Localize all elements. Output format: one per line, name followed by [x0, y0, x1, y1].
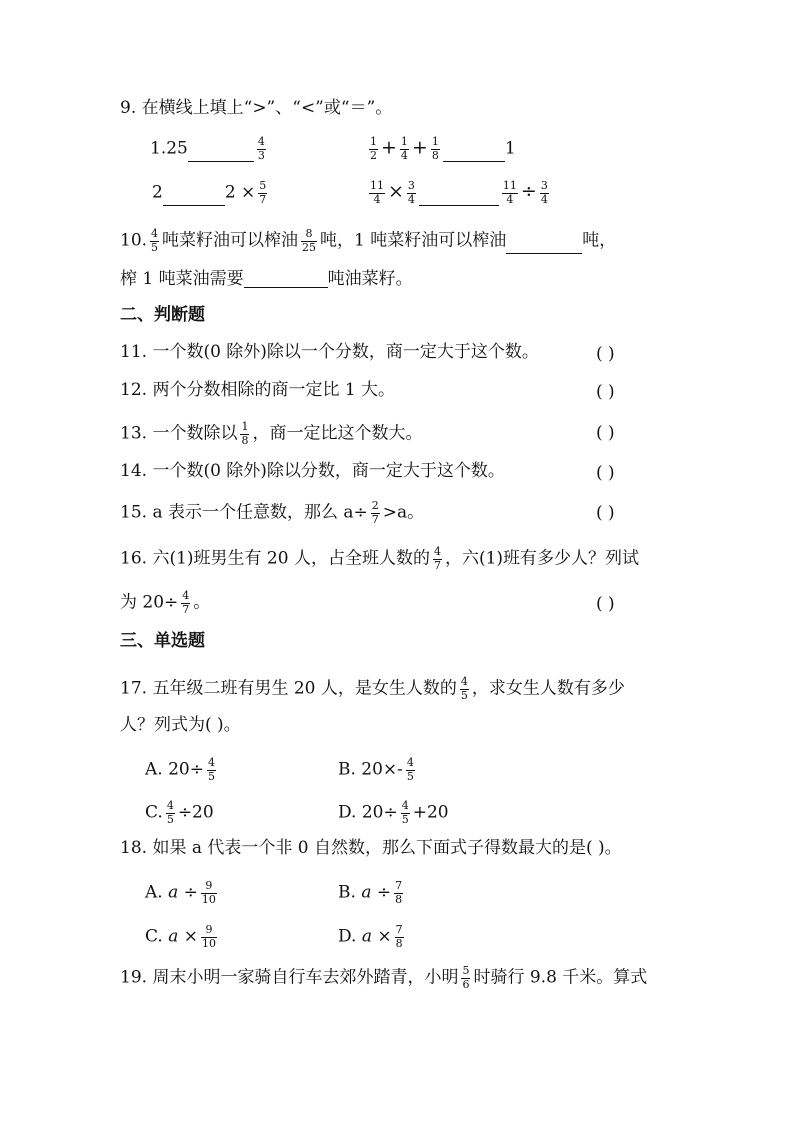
q10-line1: 10. $\frac{4}{5}$ 吨菜籽油可以榨油 $\frac{8}{25}$ 吨，1 吨菜籽油可以榨油 吨，: [120, 227, 617, 254]
q17-option-c[interactable]: C. $\frac{4}{5}$ ÷20: [145, 799, 214, 826]
q9-c-left: 2: [152, 182, 163, 203]
q9-row1-left: [150, 136, 269, 162]
judge-q16-line2: 为 20÷ $\frac{4}{7}$ 。: [120, 589, 211, 616]
answer-paren[interactable]: ( ): [596, 503, 615, 523]
q10-line2: 榨 1 吨菜油需要 吨油菜籽。: [120, 269, 413, 289]
q17-line1: 17. 五年级二班有男生 20 人，是女生人数的 $\frac{4}{5}$ ，求女生人数有多少: [120, 675, 625, 702]
fraction: $\frac{4}{3}$: [257, 135, 265, 162]
answer-paren[interactable]: ( ): [596, 594, 615, 614]
fraction: $\frac{5}{7}$: [259, 179, 267, 206]
fraction: $\frac{11}{4}$: [370, 179, 384, 206]
fraction: $\frac{1}{2}$: [370, 135, 377, 162]
fraction: $\frac{2}{7}$: [371, 499, 379, 526]
fraction: $\frac{1}{8}$: [431, 135, 439, 162]
q9-row1-right: $\frac{1}{2}$ + $\frac{1}{4}$ + $\frac{1}{8}$ 1: [370, 135, 516, 162]
q18-option-c[interactable]: C. a × $\frac{9}{10}$: [145, 923, 217, 950]
fraction: $\frac{4}{7}$: [433, 545, 441, 572]
section-heading-choice: 三、单选题: [120, 631, 205, 651]
fraction: $\frac{9}{10}$: [201, 879, 216, 906]
q9-row2-left: [152, 180, 270, 206]
q18-option-b[interactable]: B. a ÷ $\frac{7}{8}$: [338, 879, 403, 906]
answer-blank[interactable]: [419, 189, 499, 206]
judge-q14: 14. 一个数(0 除外)除以分数，商一定大于这个数。: [120, 461, 505, 481]
q18-option-a[interactable]: A. a ÷ $\frac{9}{10}$: [145, 879, 216, 906]
q18-option-d[interactable]: D. a × $\frac{7}{8}$: [338, 923, 403, 950]
fraction: $\frac{4}{5}$: [151, 227, 159, 254]
fraction: $\frac{4}{5}$: [401, 799, 409, 826]
fraction: $\frac{9}{10}$: [202, 923, 217, 950]
answer-paren[interactable]: ( ): [596, 463, 615, 483]
q9-title: 9. 在横线上填上“>”、“<”或“＝”。: [120, 98, 393, 118]
q9-b-right: 1: [504, 138, 516, 159]
q9-row2-right: $\frac{11}{4}$ × $\frac{3}{4}$ $\frac{11}{4}$ ÷ $\frac{3}{4}$: [370, 179, 548, 206]
fraction: $\frac{8}{25}$: [302, 227, 317, 254]
q17-line2: 人？列式为( )。: [120, 715, 241, 735]
fraction: $\frac{4}{5}$: [406, 756, 414, 783]
judge-q13: 13. 一个数除以 $\frac{1}{8}$ ，商一定比这个数大。: [120, 420, 423, 447]
fraction: $\frac{4}{5}$: [460, 675, 468, 702]
fraction: $\frac{3}{4}$: [407, 179, 415, 206]
answer-paren[interactable]: ( ): [596, 382, 615, 402]
fraction: $\frac{1}{8}$: [241, 420, 249, 447]
fraction: $\frac{4}{7}$: [182, 589, 190, 616]
q17-option-d[interactable]: D. 20÷ $\frac{4}{5}$ +20: [338, 799, 449, 826]
answer-blank[interactable]: [188, 145, 254, 162]
q9-a-left: 1.25: [150, 138, 188, 159]
q19-line1: 19. 周末小明一家骑自行车去郊外踏青，小明 $\frac{5}{6}$ 时骑行 9.8 千米。算式: [120, 964, 648, 991]
answer-blank[interactable]: [163, 189, 225, 206]
answer-blank[interactable]: [244, 271, 328, 288]
fraction: $\frac{7}{8}$: [395, 879, 403, 906]
q17-option-b[interactable]: B. 20×- $\frac{4}{5}$: [338, 756, 414, 783]
fraction: $\frac{11}{4}$: [502, 179, 517, 206]
fraction: $\frac{7}{8}$: [395, 923, 403, 950]
fraction: $\frac{1}{4}$: [400, 135, 408, 162]
answer-blank[interactable]: [506, 237, 582, 254]
answer-paren[interactable]: ( ): [596, 344, 615, 364]
judge-q16-line1: 16. 六(1)班男生有 20 人，占全班人数的 $\frac{4}{7}$ ，六(1)班有多少人？列试: [120, 545, 640, 572]
judge-q15: 15. a 表示一个任意数，那么 a÷ $\frac{2}{7}$ >a。: [120, 499, 425, 526]
judge-q11: 11. 一个数(0 除外)除以一个分数，商一定大于这个数。: [120, 342, 539, 362]
fraction: $\frac{3}{4}$: [540, 179, 548, 206]
q17-option-a[interactable]: A. 20÷ $\frac{4}{5}$: [145, 756, 215, 783]
answer-paren[interactable]: ( ): [596, 423, 615, 443]
section-heading-judge: 二、判断题: [120, 305, 205, 325]
q9-c-mid: 2 ×: [224, 182, 256, 203]
fraction: $\frac{5}{6}$: [462, 964, 470, 991]
fraction: $\frac{4}{5}$: [166, 799, 174, 826]
fraction: $\frac{4}{5}$: [207, 756, 215, 783]
judge-q12: 12. 两个分数相除的商一定比 1 大。: [120, 380, 396, 400]
q18-title: 18. 如果 a 代表一个非 0 自然数，那么下面式子得数最大的是( )。: [120, 838, 622, 858]
answer-blank[interactable]: [443, 145, 505, 162]
